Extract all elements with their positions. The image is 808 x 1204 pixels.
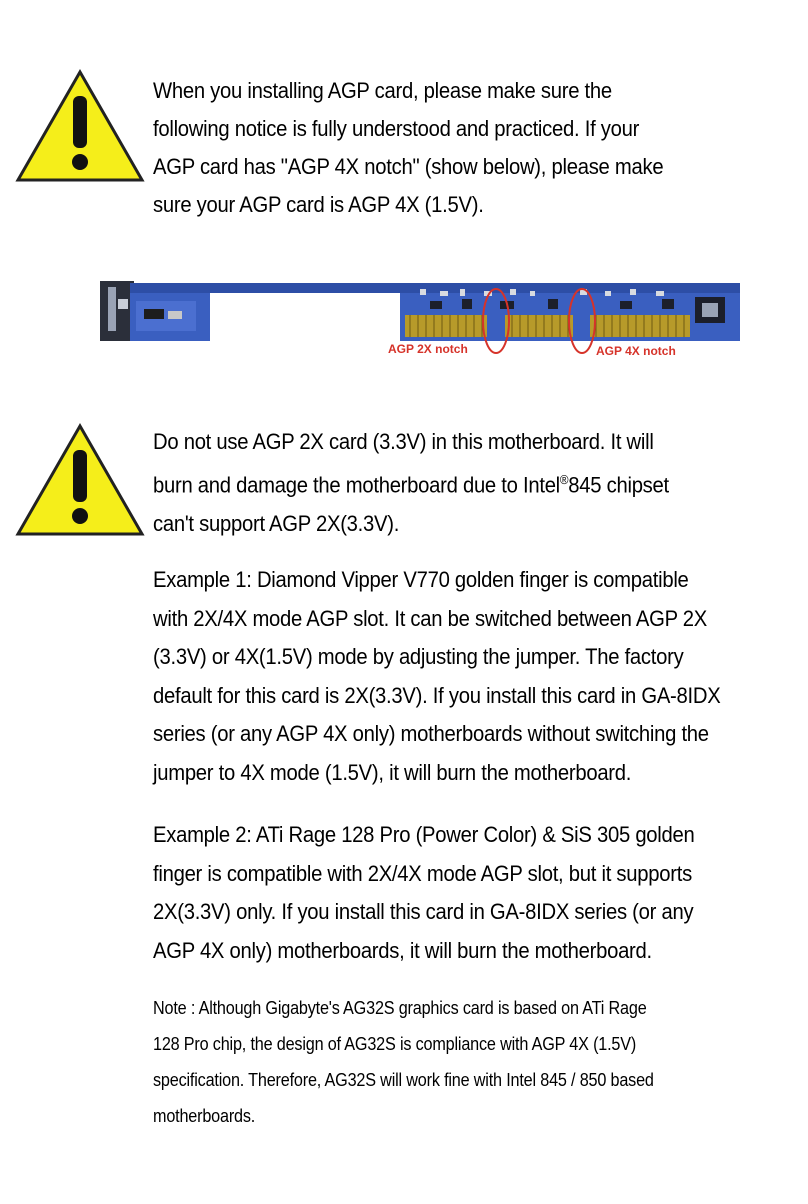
example-line: AGP 4X only) motherboards, it will burn the motherboard.: [153, 937, 652, 963]
notice-line: When you installing AGP card, please make sure the: [153, 78, 612, 103]
note-line: specification. Therefore, AG32S will work fine with Intel 845 / 850 based: [153, 1070, 654, 1090]
warning-line: [153, 461, 783, 505]
example-line: default for this card is 2X(3.3V). If you install this card in GA-8IDX: [153, 682, 721, 708]
note-line: Note : Although Gigabyte's AG32S graphics card is based on ATi Rage: [153, 998, 647, 1018]
agp-2x-warning-paragraph: [153, 423, 783, 543]
example-line: (3.3V) or 4X(1.5V) mode by adjusting the jumper. The factory: [153, 644, 684, 669]
example-line: with 2X/4X mode AGP slot. It can be switched between AGP 2X: [153, 605, 708, 631]
example-line: jumper to 4X mode (1.5V), it will burn the motherboard.: [153, 759, 632, 785]
note-line: 128 Pro chip, the design of AG32S is compliance with AGP 4X (1.5V): [153, 1034, 637, 1054]
warning-icon: [14, 66, 146, 186]
notice-line: following notice is fully understood and practiced. If your: [153, 116, 640, 141]
gold-fingers-left: [405, 315, 487, 337]
warning-text: 845 chipset: [568, 472, 669, 498]
registered-mark: ®: [559, 472, 569, 487]
gold-fingers-middle: [505, 315, 573, 337]
warning-line: can't support AGP 2X(3.3V).: [153, 510, 400, 536]
example-1-paragraph: [153, 561, 783, 792]
card-bracket: [100, 281, 134, 341]
example-line: 2X(3.3V) only. If you install this card in GA-8IDX series (or any: [153, 899, 694, 924]
agp-notice-paragraph: [153, 72, 783, 224]
warning-icon: [14, 420, 146, 540]
example-2-paragraph: [153, 816, 783, 970]
example-line: finger is compatible with 2X/4X mode AGP slot, but it supports: [153, 860, 692, 886]
notice-line: sure your AGP card is AGP 4X (1.5V).: [153, 192, 484, 217]
example-line: Example 2: ATi Rage 128 Pro (Power Color) & SiS 305 golden: [153, 822, 695, 847]
example-line: Example 1: Diamond Vipper V770 golden finger is compatible: [153, 567, 689, 592]
warning-text: burn and damage the motherboard due to Intel: [153, 472, 560, 498]
notice-line: AGP card has "AGP 4X notch" (show below), please make: [153, 154, 664, 179]
example-line: series (or any AGP 4X only) motherboards without switching the: [153, 721, 709, 746]
agp-4x-notch-label: AGP 4X notch: [596, 344, 676, 358]
warning-line: Do not use AGP 2X card (3.3V) in this motherboard. It will: [153, 429, 654, 454]
agp-2x-notch-label: AGP 2X notch: [388, 342, 468, 356]
note-line: motherboards.: [153, 1106, 256, 1126]
agp-card-figure: [100, 279, 740, 359]
gold-fingers-right: [590, 315, 690, 337]
note-paragraph: [153, 990, 783, 1134]
